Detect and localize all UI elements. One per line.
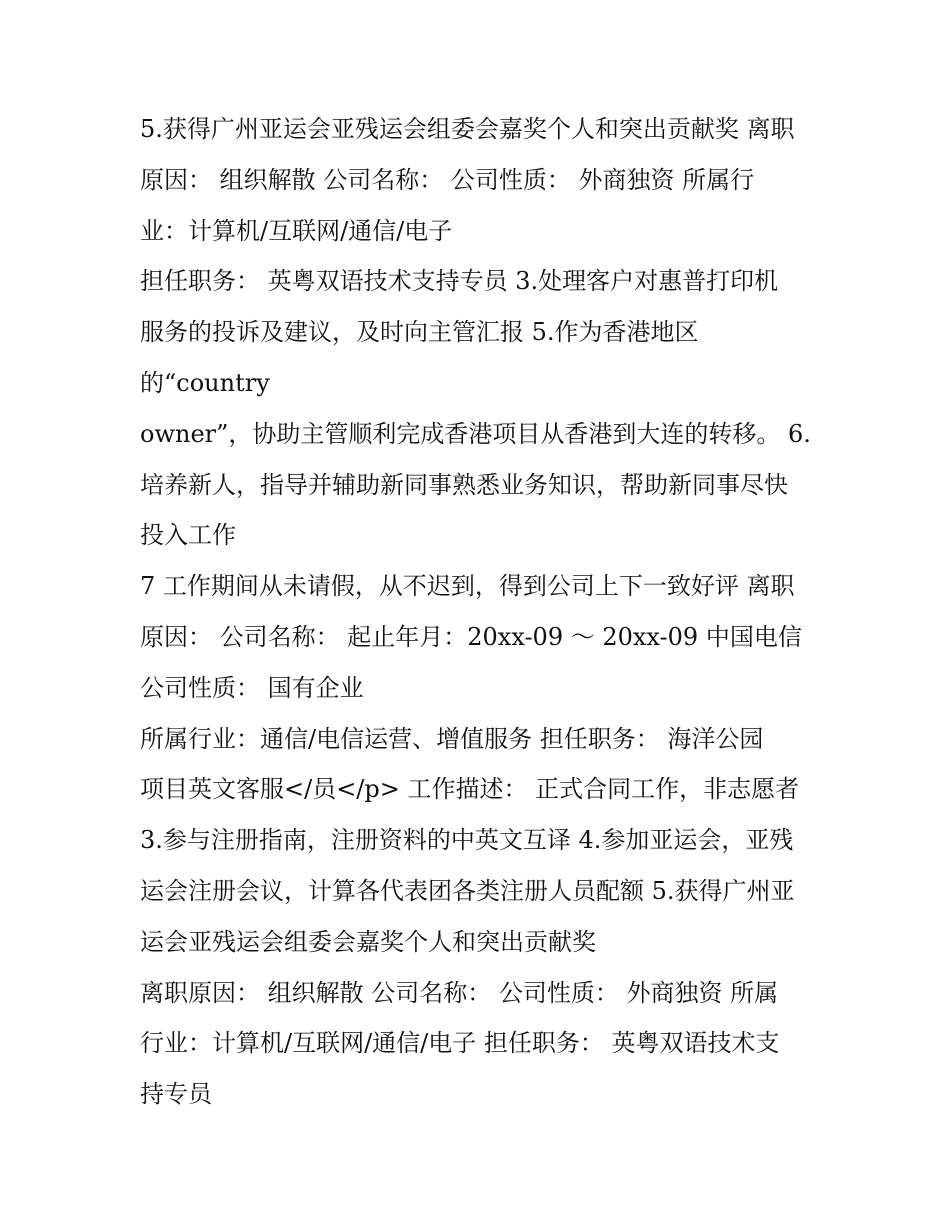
text-line: 投入工作 <box>140 521 236 550</box>
text-line: 原因： 组织解散 公司名称： 公司性质： 外商独资 所属行 <box>140 165 755 194</box>
text-line: 持专员 <box>140 1080 212 1109</box>
text-line: 7 工作期间从未请假，从不迟到，得到公司上下一致好评 离职 <box>140 572 795 601</box>
text-line: 担任职务： 英粤双语技术支持专员 3.处理客户对惠普打印机 <box>140 267 779 296</box>
text-line: 项目英文客服</员</p> 工作描述： 正式合同工作，非志愿者 <box>140 775 800 804</box>
text-line: 离职原因： 组织解散 公司名称： 公司性质： 外商独资 所属 <box>140 978 779 1007</box>
text-line: 行业：计算机/互联网/通信/电子 担任职务： 英粤双语技术支 <box>140 1029 780 1058</box>
text-line: 3.参与注册指南，注册资料的中英文互译 4.参加亚运会，亚残 <box>140 826 794 855</box>
text-line: owner”，协助主管顺利完成香港项目从香港到大连的转移。 6. <box>140 419 811 448</box>
text-line: 培养新人，指导并辅助新同事熟悉业务知识，帮助新同事尽快 <box>140 470 788 499</box>
document-body <box>140 104 830 1120</box>
text-line: 5.获得广州亚运会亚残运会组委会嘉奖个人和突出贡献奖 离职 <box>140 115 795 143</box>
text-line: 原因： 公司名称： 起止年月：20xx-09 ～ 20xx-09 中国电信 <box>140 622 802 651</box>
text-line: 运会注册会议，计算各代表团各类注册人员配额 5.获得广州亚 <box>140 876 795 905</box>
text-line: 服务的投诉及建议，及时向主管汇报 5.作为香港地区 <box>140 318 699 347</box>
text-line: 业：计算机/互联网/通信/电子 <box>140 216 453 245</box>
text-line: 所属行业：通信/电信运营、增值服务 担任职务： 海洋公园 <box>140 724 764 753</box>
text-line: 公司性质： 国有企业 <box>140 673 364 702</box>
text-line: 的“country <box>140 368 270 397</box>
text-line: 运会亚残运会组委会嘉奖个人和突出贡献奖 <box>140 927 596 956</box>
